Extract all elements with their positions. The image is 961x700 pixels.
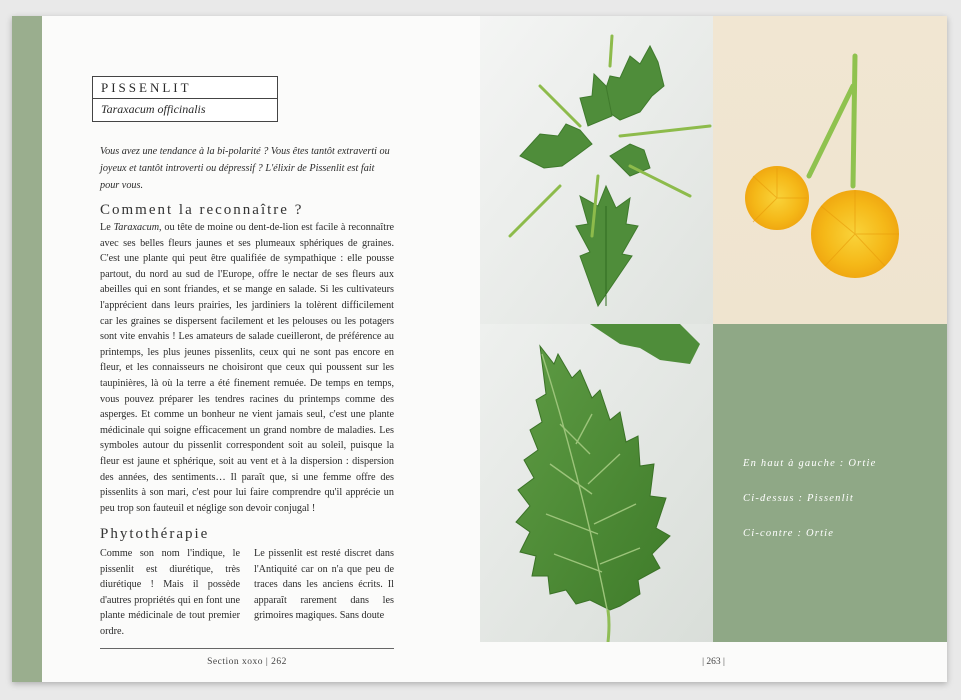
para-rest: ou tête de moine ou dent-de-lion est facile à reconnaître avec ses belles fleurs jaunes et ses plumeaux sphériques de graines. C'est une plante qui peut être qualifiée de sympathique : elle pousse partout, du nord au sud de l'Europe, offre le nectar de ses fleurs aux abeilles qui en sont friandes, et se mange en salade. Si les cultivateurs l'apprécient dans leurs prairies, les jardiniers la tolèrent difficilement car les graines se dispersent facilement et les pelouses ou les potagers sont vite envahis ! Les amateurs de salade cueilleront, de préférence au printemps, les plus jeunes pissenlits, ceux qui ne sont pas encore en fleur, et les connaisseurs ne choisiront que ceux qui poussent sur les taupinières, là où la terre a été finement remuée. De temps en temps, vous pouvez préparer les tendres racines du printemps comme des asperges. Et comme un bonheur ne vient jamais seul, c'est une plante médicinale qui soigne efficacement un grand nombre de maladies. Les symboles autour du pissenlit correspondent soit au soleil, puisque la fleur est jaune et sphérique, soit au vent et à la dispersion : dispersion des années, des sentiments… Il paraît que, si une femme offre des pissenlits à son mari, c'est pour lui faire comprendre qu'il apprécie un peu trop son fauteuil et néglige son devoir conjugal ! xyxy=(100,222,395,514)
plant-name: PISSENLIT xyxy=(93,77,277,99)
text-column-1: Comme son nom l'indique, le pissenlit est diurétique, très diurétique ! Mais il possède d'autres propriétés qui en font une plante médicinale de tout premier ordre. xyxy=(100,548,240,637)
page-edge-band xyxy=(12,16,42,682)
caption-top-left: En haut à gauche : Ortie xyxy=(743,458,877,469)
page-number-right: | 263 | xyxy=(702,657,725,667)
plant-title-box xyxy=(92,76,278,122)
plant-latin-name: Taraxacum officinalis xyxy=(101,102,206,116)
para-lead: Le xyxy=(100,222,114,233)
footer-rule xyxy=(100,648,394,649)
left-page xyxy=(42,16,480,682)
body-paragraph xyxy=(100,220,394,516)
nettle-photo-top xyxy=(480,16,713,324)
section-heading-recognize: Comment la reconnaître ? xyxy=(100,202,304,218)
caption-panel xyxy=(713,324,947,642)
caption-above: Ci-dessus : Pissenlit xyxy=(743,493,854,504)
caption-opposite: Ci-contre : Ortie xyxy=(743,528,835,539)
text-column-2: Le pissenlit est resté discret dans l'Antiquité car on n'a que peu de traces dans les anciens écrits. Il apparaît rarement dans les grimoires magiques. Sans doute xyxy=(254,548,394,622)
page-number-left: Section xoxo | 262 xyxy=(207,657,287,667)
book-spread xyxy=(12,16,947,682)
intro-paragraph: Vous avez une tendance à la bi-polarité ? Vous êtes tantôt extraverti ou joyeux et tantôt introverti ou dépressif ? L'élixir de Pissenlit est fait pour vous. xyxy=(100,146,390,191)
section-heading-phytotherapy: Phytothérapie xyxy=(100,526,210,542)
dandelion-photo xyxy=(713,16,947,324)
nettle-leaf-photo xyxy=(480,324,713,642)
para-em: Taraxacum, xyxy=(113,222,162,233)
